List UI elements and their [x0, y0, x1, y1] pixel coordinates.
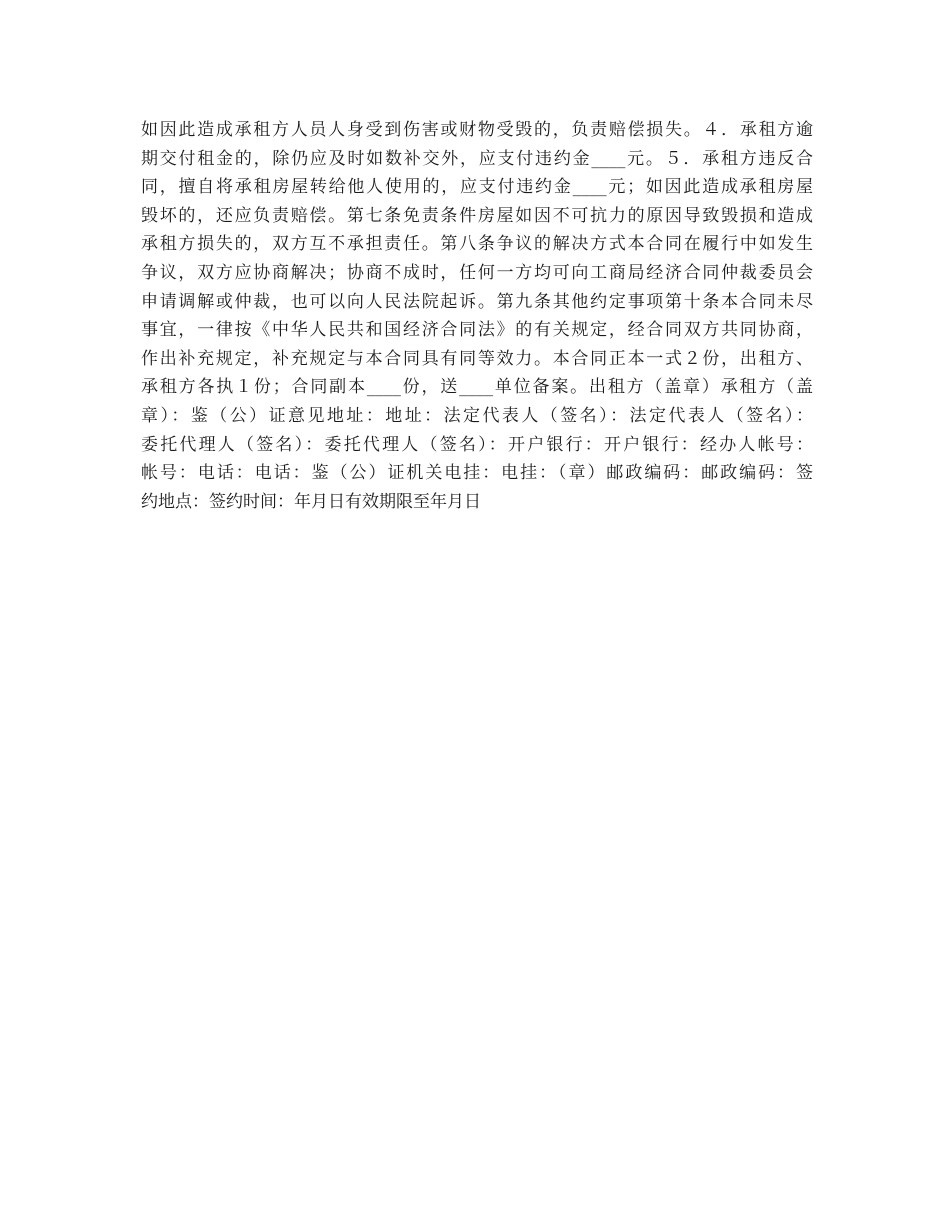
text-line: 帐号：电话：电话：鉴（公）证机关电挂：电挂：（章）邮政编码：邮政编码：签: [141, 463, 813, 484]
text-line: 承租方损失的，双方互不承担责任。第八条争议的解决方式本合同在履行中如发生: [141, 234, 813, 255]
text-line: 争议，双方应协商解决；协商不成时，任何一方均可向工商局经济合同仲裁委员会: [141, 262, 813, 283]
contract-body-text: [141, 116, 813, 516]
text-line: 作出补充规定，补充规定与本合同具有同等效力。本合同正本一式２份，出租方、: [141, 348, 813, 369]
text-line: 期交付租金的，除仍应及时如数补交外，应支付违约金____元。５．承租方违反合: [141, 148, 813, 169]
text-line: 毁坏的，还应负责赔偿。第七条免责条件房屋如因不可抗力的原因导致毁损和造成: [141, 205, 813, 226]
text-line: 事宜，一律按《中华人民共和国经济合同法》的有关规定，经合同双方共同协商，: [141, 320, 813, 341]
text-line: 委托代理人（签名）：委托代理人（签名）：开户银行：开户银行：经办人帐号：: [141, 434, 813, 455]
text-line: 同，擅自将承租房屋转给他人使用的，应支付违约金____元；如因此造成承租房屋: [141, 177, 813, 198]
text-line: 承租方各执１份；合同副本____份，送____单位备案。出租方（盖章）承租方（盖: [141, 377, 813, 398]
text-line: 如因此造成承租方人员人身受到伤害或财物受毁的，负责赔偿损失。４．承租方逾: [141, 120, 813, 140]
text-line: 约地点：签约时间：年月日有效期限至年月日: [141, 491, 481, 512]
text-line: 章）：鉴（公）证意见地址：地址：法定代表人（签名）：法定代表人（签名）：: [141, 405, 813, 426]
text-line: 申请调解或仲裁，也可以向人民法院起诉。第九条其他约定事项第十条本合同未尽: [141, 291, 813, 312]
